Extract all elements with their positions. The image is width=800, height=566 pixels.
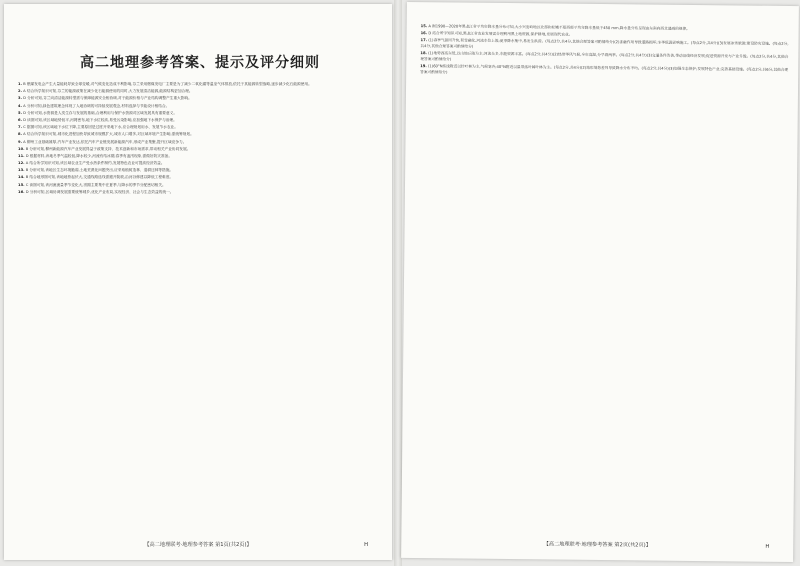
answer-number: 9. (18, 139, 22, 144)
page-footer (401, 539, 793, 550)
answer-text: C 读图可知,该河流流量季节变化大,汛期主要集中在夏季,与降水的季节分配密切相关。 (25, 182, 166, 187)
answer-number: 16. (420, 31, 428, 36)
answer-item (18, 161, 382, 167)
answer-number: 5. (18, 110, 22, 115)
answer-number: 7. (18, 125, 22, 130)
answer-item (18, 89, 382, 95)
answer-item (18, 183, 382, 189)
answer-text: B 分析可知,该地区生态环境脆弱,土地荒漠化问题突出,应采取植树造林、退耕还林等措施。 (25, 168, 174, 173)
page-title: 高二地理参考答案、提示及评分细则 (80, 55, 320, 71)
answer-text: B 分析可知,柳州新能源汽车产业发展得益于政策支持、技术创新和市场需求,带动相关产业协同发展。 (25, 146, 191, 151)
answer-number: 2. (18, 89, 22, 94)
answer-page-1 (4, 4, 392, 560)
footer-mark: H (364, 542, 368, 548)
answer-item (420, 64, 788, 79)
answer-text: A 结合所学知识可知,城市化进程加快导致城市规模扩大,城市人口增多,对区域环境产生影响,需统筹规划。 (23, 132, 194, 137)
answer-number: 1. (18, 82, 22, 86)
answer-list (18, 82, 382, 195)
answer-item (18, 82, 382, 88)
answer-number: 16. (18, 189, 25, 194)
answer-number: 11. (18, 153, 25, 158)
answer-item (18, 140, 382, 146)
answer-number: 19. (420, 64, 427, 69)
answer-text: A 柳州工业基础雄厚,汽车产业发达,依托汽车产业链发展新能源汽车,形成产业集聚,提升区域竞争力。 (23, 139, 187, 144)
answer-number: 8. (18, 132, 22, 137)
answer-text: (1)60°N纬线附近以针叶林为主,气候寒冷;40°N附近以温带落叶阔叶林为主。(每点2分,共4分)(2)地形地势差异导致降水分布不均。(每点2分,共4分)(3)加强生态保护;发展特色产业;完善基础设施。(每点2分,共6分,其他合理答案可酌情给分) (420, 64, 789, 74)
answer-item (18, 190, 382, 196)
answer-number: 10. (18, 146, 25, 151)
answer-text: D 根据材料,该地冬季气温较低,降水较少,河流有结冰期,春季有凌汛现象,需做好防灾准备。 (25, 153, 173, 158)
footer-text: 【高二地理联考·地理参考答案 第2页(共2页)】 (543, 541, 651, 549)
answer-item (18, 111, 382, 117)
answer-text: D 分析可知,芬兰向清洁能源转型需与保障能源安全相协调,对于能源价格与产业结构调整产生重大影响。 (23, 96, 192, 101)
answer-number: 12. (18, 161, 25, 166)
answer-number: 4. (18, 103, 22, 108)
answer-list (420, 24, 789, 79)
answer-number: 3. (18, 96, 22, 101)
answer-text: B 结合地形图可知,该地地势起伏大,交通线路选线需避开陡坡,沿河谷修建以降低工程难度。 (25, 175, 174, 180)
answer-text: (1)地势西高东低,以山地丘陵为主;河流众多,水能资源丰富。(每点2分,共4分)(2)热带季风气候,全年高温,分旱雨两季。(每点2分,共4分)(3)交通条件改善,带动沿线经济发展;促进资源开发与产业升级。(每点2分,共4分,其他合理答案可酌情给分) (420, 51, 789, 62)
answer-page-2 (401, 2, 799, 562)
answer-number: 18. (420, 51, 427, 56)
answer-item (18, 147, 382, 153)
answer-number: 15. (420, 24, 428, 29)
answer-text: D 结合所学知识可知,黑龙江省农业发展需合理利用黑土地资源,保护耕地,发展现代农业。 (428, 31, 573, 37)
book-gutter (394, 0, 402, 566)
answer-item (18, 96, 382, 102)
answer-number: 6. (18, 117, 22, 122)
answer-number: 15. (18, 182, 25, 187)
answer-item (18, 168, 382, 174)
footer-text: 【高二地理联考·地理参考答案 第1页(共2页)】 (144, 542, 252, 548)
answer-text: B 燃煤发电会产生大量能耗导致全球变暖,对气候变化造成不利影响,芬兰采用燃煤发电厂主要是为了减少二氧化碳等温室气体排放,依托于其能源转型战略,逐步减少化石能源使用。 (23, 82, 312, 86)
answer-text: D 分析可知,水资源是人类生存与发展的基础,合理利用与保护水资源对区域发展具有重要意义。 (23, 110, 178, 115)
answer-item (18, 118, 382, 124)
answer-item (18, 125, 382, 131)
answer-text: D 分析可知,区域协调发展需要统筹城乡,优化产业布局,实现经济、社会与生态效益的统一。 (25, 189, 174, 194)
answer-number: 13. (18, 168, 25, 173)
footer-mark: H (765, 543, 770, 550)
answer-text: A 分析可知,绿色建筑理念体现了人地协调的可持续发展观念,材料选择与节能设计相结合。 (23, 103, 170, 108)
page-footer (4, 541, 392, 548)
answer-item (18, 104, 382, 110)
answer-item (18, 132, 382, 138)
answer-text: A 结合所学知识可知,该区域农业生产受水热条件制约,发展特色农业可提高经济效益。 (25, 161, 165, 166)
answer-text: (1)春季气温回升快,积雪融化,河流水位上涨;夏季降水集中,易发生洪涝。(每点2分,共4分,其他合理答案可酌情给分)(2)冻融作用导致道路损坏;冬季低温影响施工。(每点2分,共4分)(3)发展冰雪旅游;建设防灾设施。(每点2分,共4分,其他合理答案可酌情给分) (420, 38, 789, 49)
answer-number: 17. (420, 38, 428, 43)
answer-number: 14. (18, 175, 25, 180)
answer-item (18, 175, 382, 181)
answer-text: A 结合所学知识可知,芬兰的能源政策在减少化石能源使用的同时,大力发展清洁能源,能源结构更加合理。 (23, 89, 193, 94)
answer-item (18, 154, 382, 160)
answer-text: A 据1990—2020年黑龙江省平均年降水量分布可知,大小兴安岭地区北部和松嫩平原西部平均年降水量低于450 mm,降水量分布呈现由东南向西北递减的规律。 (428, 24, 690, 31)
answer-text: C 据图可知,该区域地下水位下降,主要原因是过度开采地下水,应合理规划用水、发展节水农业。 (23, 125, 178, 130)
answer-text: D 读图可知,该区域地势低平,河网密布,地下水位较高,易受污染影响,应加强地下水保护与治理。 (23, 117, 177, 122)
